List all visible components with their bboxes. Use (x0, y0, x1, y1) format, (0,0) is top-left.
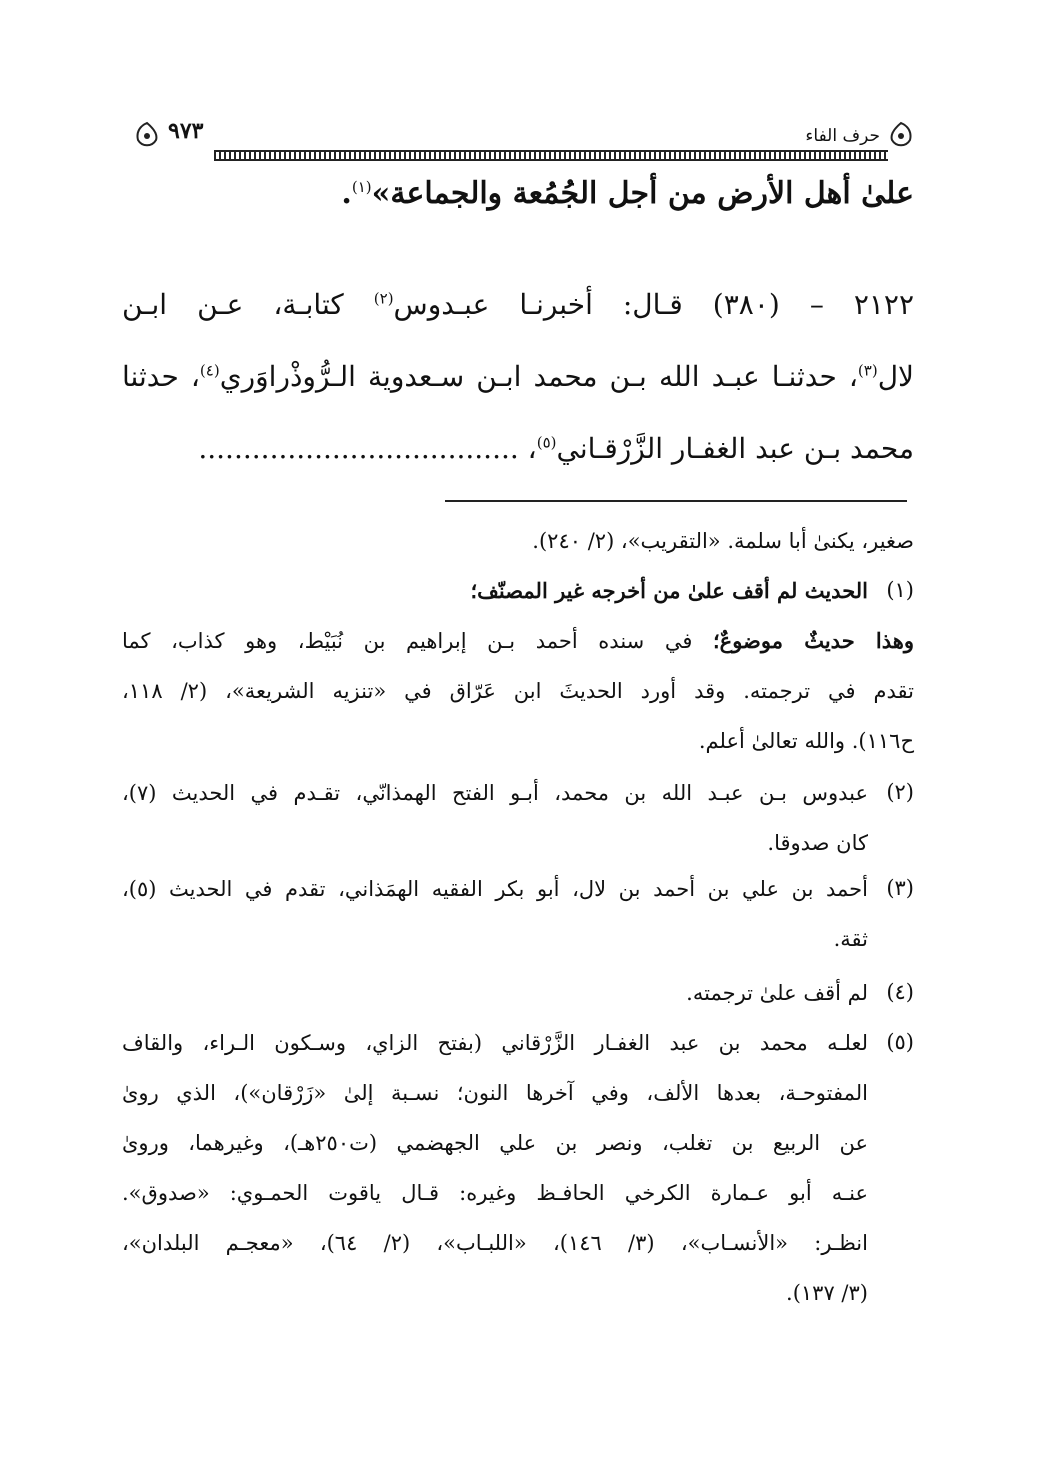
hadith-line-1: ٢١٢٢ – (٣٨٠) قـال: أخبرنـا عبـدوس$^{(٢)}$ كتابـة، عـن ابـن (122, 288, 914, 321)
footnote-1-line-4: ح١١٦). والله تعالىٰ أعلم. (698, 729, 914, 753)
footnote-3-line-2: ثقة. (833, 927, 868, 951)
footnote-number: (٤) (886, 980, 914, 1004)
footnote-4-line-1: لم أقف علىٰ ترجمته. (686, 981, 868, 1005)
hadith-line-3: محمد بـن عبد الغفـار الزَّرْقـاني$^{(٥)}$، .................................... (198, 432, 914, 465)
ornament-icon (886, 120, 916, 150)
footnote-separator (445, 500, 907, 502)
footnote-ref: (٢) (373, 289, 394, 308)
ornament-icon (132, 120, 162, 150)
footnote-5-line-1: لعلـه محمد بن عبد الغفـار الزَّرْقاني (بفتح الزاي، وسـكون الـراء، والقاف (122, 1031, 868, 1055)
footnote-ref: (١) (351, 178, 372, 196)
header-rule (214, 150, 888, 161)
footnote-3-line-1: أحمد بن علي بن أحمد بن لال، أبو بكر الفقيه الهمَذاني، تقدم في الحديث (٥)، (122, 877, 868, 901)
footnote-5-line-3: عن الربيع بن تغلب، ونصر بن علي الجهضمي (ت٢٥٠هـ)، وغيرهما، وروىٰ (122, 1131, 868, 1155)
footnote-1-line-1: الحديث لم أقف علىٰ من أخرجه غير المصنّف؛ (470, 578, 868, 603)
section-title: حرف الفاء (805, 126, 880, 146)
footnote-ref: (٤) (199, 361, 220, 380)
footnote-continuation: صغير، يكنىٰ أبا سلمة. «التقريب»، (٢/ ٢٤٠). (532, 529, 914, 553)
footnote-number: (٣) (886, 876, 914, 900)
ellipsis-dots: .................................... (198, 432, 519, 465)
footnote-5-line-4: عنـه أبو عـمارة الكرخي الحافـظ وغيره: قـال ياقوت الحمـوي: «صدوق». (122, 1181, 868, 1205)
footnote-ref: (٣) (857, 361, 878, 380)
body-line-1: علىٰ أهل الأرض من أجل الجُمُعة والجماعة»$^{(١)}$. (341, 176, 914, 211)
footnote-1-line-2: وهذا حديثٌ موضوعٌ؛ في سنده أحمد بـن إبراهيم بن نُبَيْط، وهو كذاب، كما (122, 628, 914, 653)
running-header (126, 112, 918, 160)
footnote-number: (١) (886, 578, 914, 602)
footnote-5-line-6: (٣/ ١٣٧). (786, 1281, 868, 1305)
footnote-number: (٥) (886, 1030, 914, 1054)
footnote-5-line-2: المفتوحـة، بعدها الألف، وفي آخرها النون؛ نسـبة إلىٰ «زَرْقان»)، الذي روىٰ (122, 1081, 868, 1105)
footnote-ref: (٥) (536, 433, 557, 452)
footnote-number: (٢) (886, 780, 914, 804)
hadith-line-2: لال$^{(٣)}$، حدثنـا عبـد الله بـن محمد ابـن سـعدوية الـرُّوذْراوَري$^{(٤)}$، حدثنا (122, 360, 915, 393)
footnote-5-line-5: انظـر: «الأنسـاب»، (٣/ ١٤٦)، «اللبـاب»، (٢/ ٦٤)، «معجـم البلدان»، (122, 1231, 868, 1255)
footnote-2-line-1: عبدوس بـن عبـد الله بن محمد، أبـو الفتح الهمذانّي، تقـدم في الحديث (٧)، (122, 781, 868, 805)
footnote-1-line-3: تقدم في ترجمته. وقد أورد الحديثَ ابن عَرّاق في «تنزيه الشريعة»، (٢/ ١١٨، (122, 679, 914, 703)
page-number: ٩٧٣ (168, 118, 204, 144)
footnote-2-line-2: كان صدوقا. (767, 831, 868, 855)
